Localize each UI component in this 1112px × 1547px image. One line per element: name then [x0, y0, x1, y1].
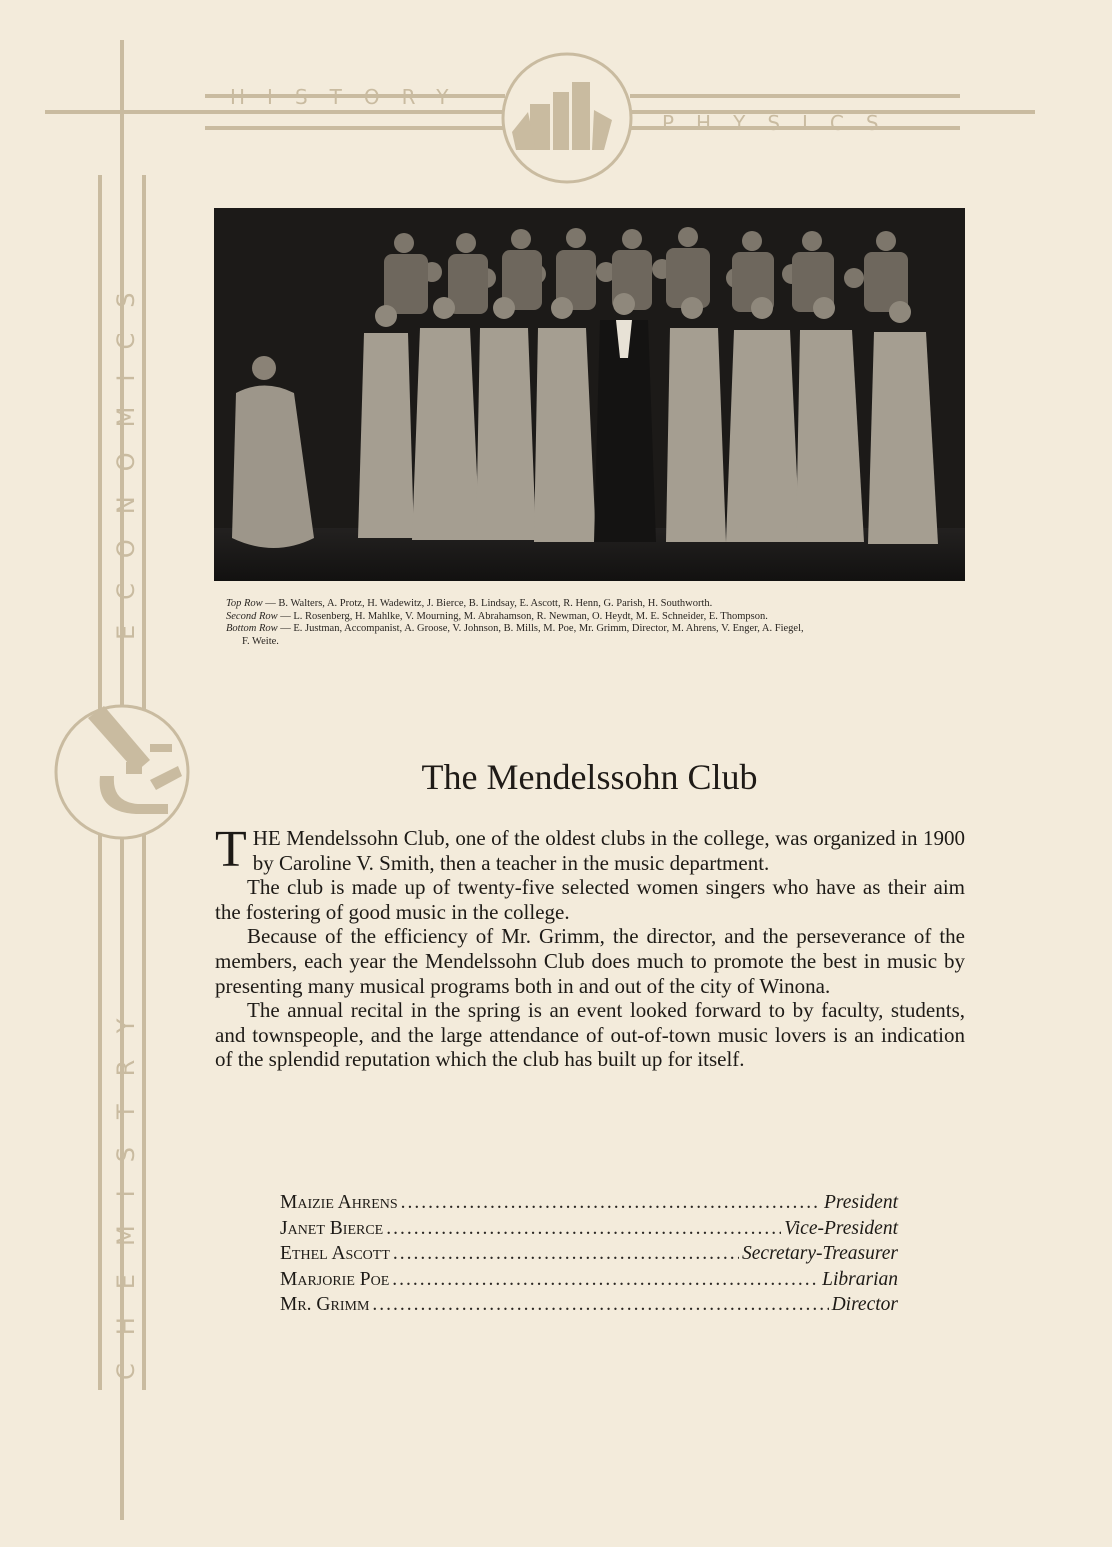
- officer-role: Secretary-Treasurer: [742, 1243, 898, 1265]
- officer-name: Maizie Ahrens: [280, 1192, 398, 1213]
- leader-dots: [393, 1241, 739, 1267]
- history-label: HISTORY: [230, 85, 471, 109]
- leader-dots: [372, 1292, 828, 1318]
- caption-second-row: [226, 611, 966, 624]
- paragraph-2: The club is made up of twenty-five selected women singers who have as their aim the fostering of good music in the college.: [215, 875, 965, 924]
- caption-top-row: [226, 598, 966, 611]
- caption-bottom-row-names: — E. Justman, Accompanist, A. Groose, V. Johnson, B. Mills, M. Poe, Mr. Grimm, Director, M. Ahrens, V. Enger, A. Fiegel,: [277, 623, 804, 634]
- leader-dots: [386, 1216, 781, 1242]
- article-title: The Mendelssohn Club: [421, 757, 758, 797]
- paragraph-4: The annual recital in the spring is an event looked forward to by faculty, students, and townspeople, and the large attendance of out-of-town music lovers is an indication of the splendid reputation which the club has built up for itself.: [215, 998, 965, 1072]
- officer-row: [280, 1292, 898, 1318]
- group-photograph: [214, 208, 965, 581]
- officer-name: Janet Bierce: [280, 1217, 384, 1239]
- officer-role: Vice-President: [784, 1217, 898, 1239]
- caption-second-row-label: Second Row: [226, 610, 278, 622]
- caption-bottom-row-label: Bottom Row: [226, 623, 278, 634]
- caption-top-row-names: — B. Walters, A. Protz, H. Wadewitz, J. Bierce, B. Lindsay, E. Ascott, R. Henn, G. Parish, H. Southworth.: [262, 598, 713, 609]
- paragraph-1-text: HE Mendelssohn Club, one of the oldest clubs in the college, was organized in 1900 by Caroline V. Smith, then a teacher in the music department.: [252, 826, 965, 875]
- leader-dots: [392, 1267, 819, 1293]
- paragraph-1: [215, 821, 965, 878]
- microscope-emblem: [56, 706, 188, 838]
- article-body: [215, 821, 965, 1072]
- photo-caption: [226, 598, 966, 648]
- caption-second-row-names: — L. Rosenberg, H. Mahlke, V. Mourning, M. Abrahamson, R. Newman, O. Heydt, M. E. Schneider, E. Thompson.: [277, 610, 768, 622]
- officer-name: Marjorie Poe: [280, 1268, 390, 1290]
- officer-name: Ethel Ascott: [280, 1243, 390, 1265]
- books-emblem: [503, 54, 631, 182]
- caption-top-row-label: Top Row: [226, 598, 263, 609]
- chemistry-label: CHEMISTRY: [112, 990, 140, 1380]
- caption-bottom-row: [226, 623, 966, 636]
- officer-row: [280, 1190, 898, 1216]
- officer-role: Director: [831, 1294, 898, 1316]
- physics-label: PHYSICS: [662, 111, 901, 135]
- officer-name: Mr. Grimm: [280, 1294, 370, 1316]
- officer-role: President: [823, 1192, 898, 1213]
- officer-row: [280, 1241, 898, 1267]
- officer-role: Librarian: [822, 1268, 898, 1290]
- drop-cap: T: [215, 821, 247, 878]
- officer-row: [280, 1216, 898, 1242]
- officers-list: [280, 1190, 898, 1318]
- economics-label: ECONOMICS: [112, 267, 140, 640]
- paragraph-3: Because of the efficiency of Mr. Grimm, the director, and the perseverance of the members, each year the Mendelssohn Club does much to promote the best in music by presenting many musical programs both in and out of the city of Winona.: [215, 924, 965, 998]
- caption-bottom-row-continued: F. Weite.: [242, 635, 279, 647]
- leader-dots: [401, 1190, 821, 1216]
- officer-row: [280, 1267, 898, 1293]
